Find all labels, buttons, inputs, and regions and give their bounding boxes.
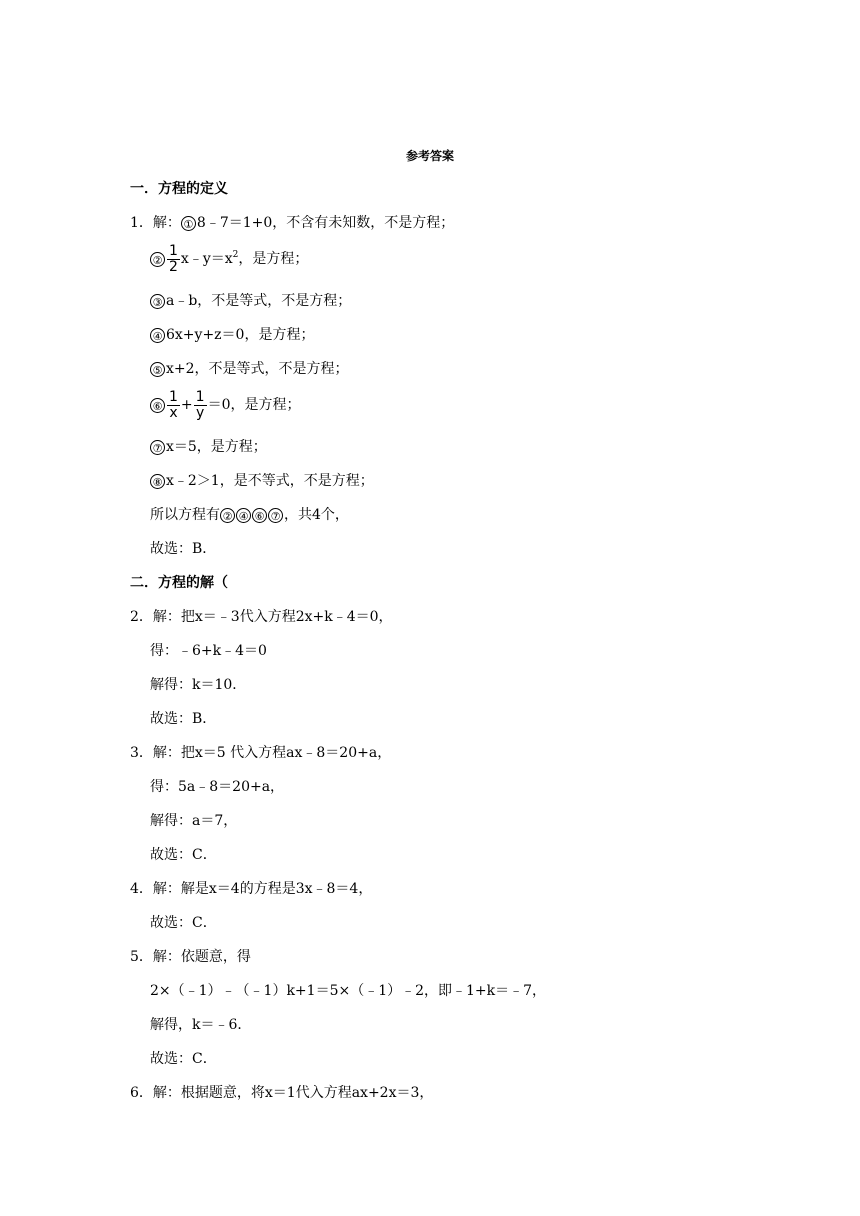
q1-line-1 <box>130 211 454 235</box>
q3-answer: 故选：C． <box>150 847 217 863</box>
circle-5-icon: ⑤ <box>150 362 165 377</box>
circle-7-icon: ⑦ <box>268 508 283 523</box>
q3-line-3: 解得：a＝7， <box>150 813 238 829</box>
fraction-half: $\frac{1}{2}$ <box>169 242 178 275</box>
page-title: 参考答案 <box>405 149 454 163</box>
q3-line-2: 得：5a﹣8＝20+a， <box>150 779 285 795</box>
section-heading-1: 一．方程的定义 <box>130 181 228 197</box>
q1-summary-post: ，共4个， <box>284 507 349 523</box>
q2-line-3: 解得：k＝10． <box>150 677 247 693</box>
section-heading-2: 二．方程的解（ <box>130 575 228 591</box>
q5-line-2: 2×（﹣1）﹣（﹣1）k+1＝5×（﹣1）﹣2，即﹣1+k＝﹣7， <box>150 983 547 999</box>
q1-line-4 <box>150 323 314 347</box>
circle-6-icon: ⑥ <box>252 508 267 523</box>
circle-4-icon: ④ <box>150 328 165 343</box>
circle-8-icon: ⑧ <box>150 474 165 489</box>
circle-4-icon: ④ <box>236 508 251 523</box>
q2-line-1: 2．解：把x＝﹣3代入方程2x+k﹣4＝0， <box>130 609 393 625</box>
circle-7-icon: ⑦ <box>150 440 165 455</box>
q1-item2-tail: ，是方程； <box>238 251 309 267</box>
q1-line-6 <box>150 385 301 425</box>
q1-answer: 故选：B． <box>150 541 217 557</box>
q1-item2-exponent: 2 <box>232 250 239 260</box>
q3-line-1: 3．解：把x＝5 代入方程ax﹣8＝20+a， <box>130 745 392 761</box>
fraction-one-over-y: $\frac{1}{y}$ <box>195 388 205 421</box>
q2-line-2: 得：﹣6+k﹣4＝0 <box>150 643 267 659</box>
circle-2-icon: ② <box>150 252 165 267</box>
q1-line-3 <box>150 289 351 313</box>
q1-item1: 8﹣7＝1+0，不含有未知数，不是方程； <box>196 215 455 231</box>
q4-answer: 故选：C． <box>150 915 217 931</box>
circle-1-icon: ① <box>181 216 196 231</box>
q1-item7: x＝5，是方程； <box>166 439 267 455</box>
q1-line-5 <box>150 357 349 381</box>
q1-item4: 6x+y+z＝0，是方程； <box>166 327 315 343</box>
q1-item6: ＝0，是方程； <box>207 397 301 413</box>
circle-6-icon: ⑥ <box>150 398 165 413</box>
q1-item5: x+2，不是等式，不是方程； <box>166 361 349 377</box>
q5-line-3: 解得，k＝﹣6． <box>150 1017 252 1033</box>
q5-answer: 故选：C． <box>150 1051 217 1067</box>
circle-2-icon: ② <box>220 508 235 523</box>
q2-answer: 故选：B． <box>150 711 217 727</box>
q1-item3: a﹣b，不是等式，不是方程； <box>166 293 352 309</box>
fraction-one-over-x: $\frac{1}{x}$ <box>169 388 178 421</box>
q1-summary-pre: 所以方程有 <box>150 507 220 523</box>
q1-item2: x﹣y＝x <box>180 251 233 267</box>
q1-line-8 <box>150 469 374 493</box>
q5-line-1: 5．解：依题意，得 <box>130 949 251 965</box>
q1-line-7 <box>150 435 267 459</box>
q4-line-1: 4．解：解是x＝4的方程是3x﹣8＝4， <box>130 881 373 897</box>
q1-intro: 1．解： <box>130 215 181 231</box>
q1-item8: x﹣2＞1，是不等式，不是方程； <box>166 473 374 489</box>
plus-sign: + <box>180 397 193 413</box>
circle-3-icon: ③ <box>150 294 165 309</box>
q1-summary <box>150 503 349 527</box>
q6-line-1: 6．解：根据题意，将x＝1代入方程ax+2x＝3， <box>130 1085 434 1101</box>
q1-line-2 <box>150 239 308 279</box>
